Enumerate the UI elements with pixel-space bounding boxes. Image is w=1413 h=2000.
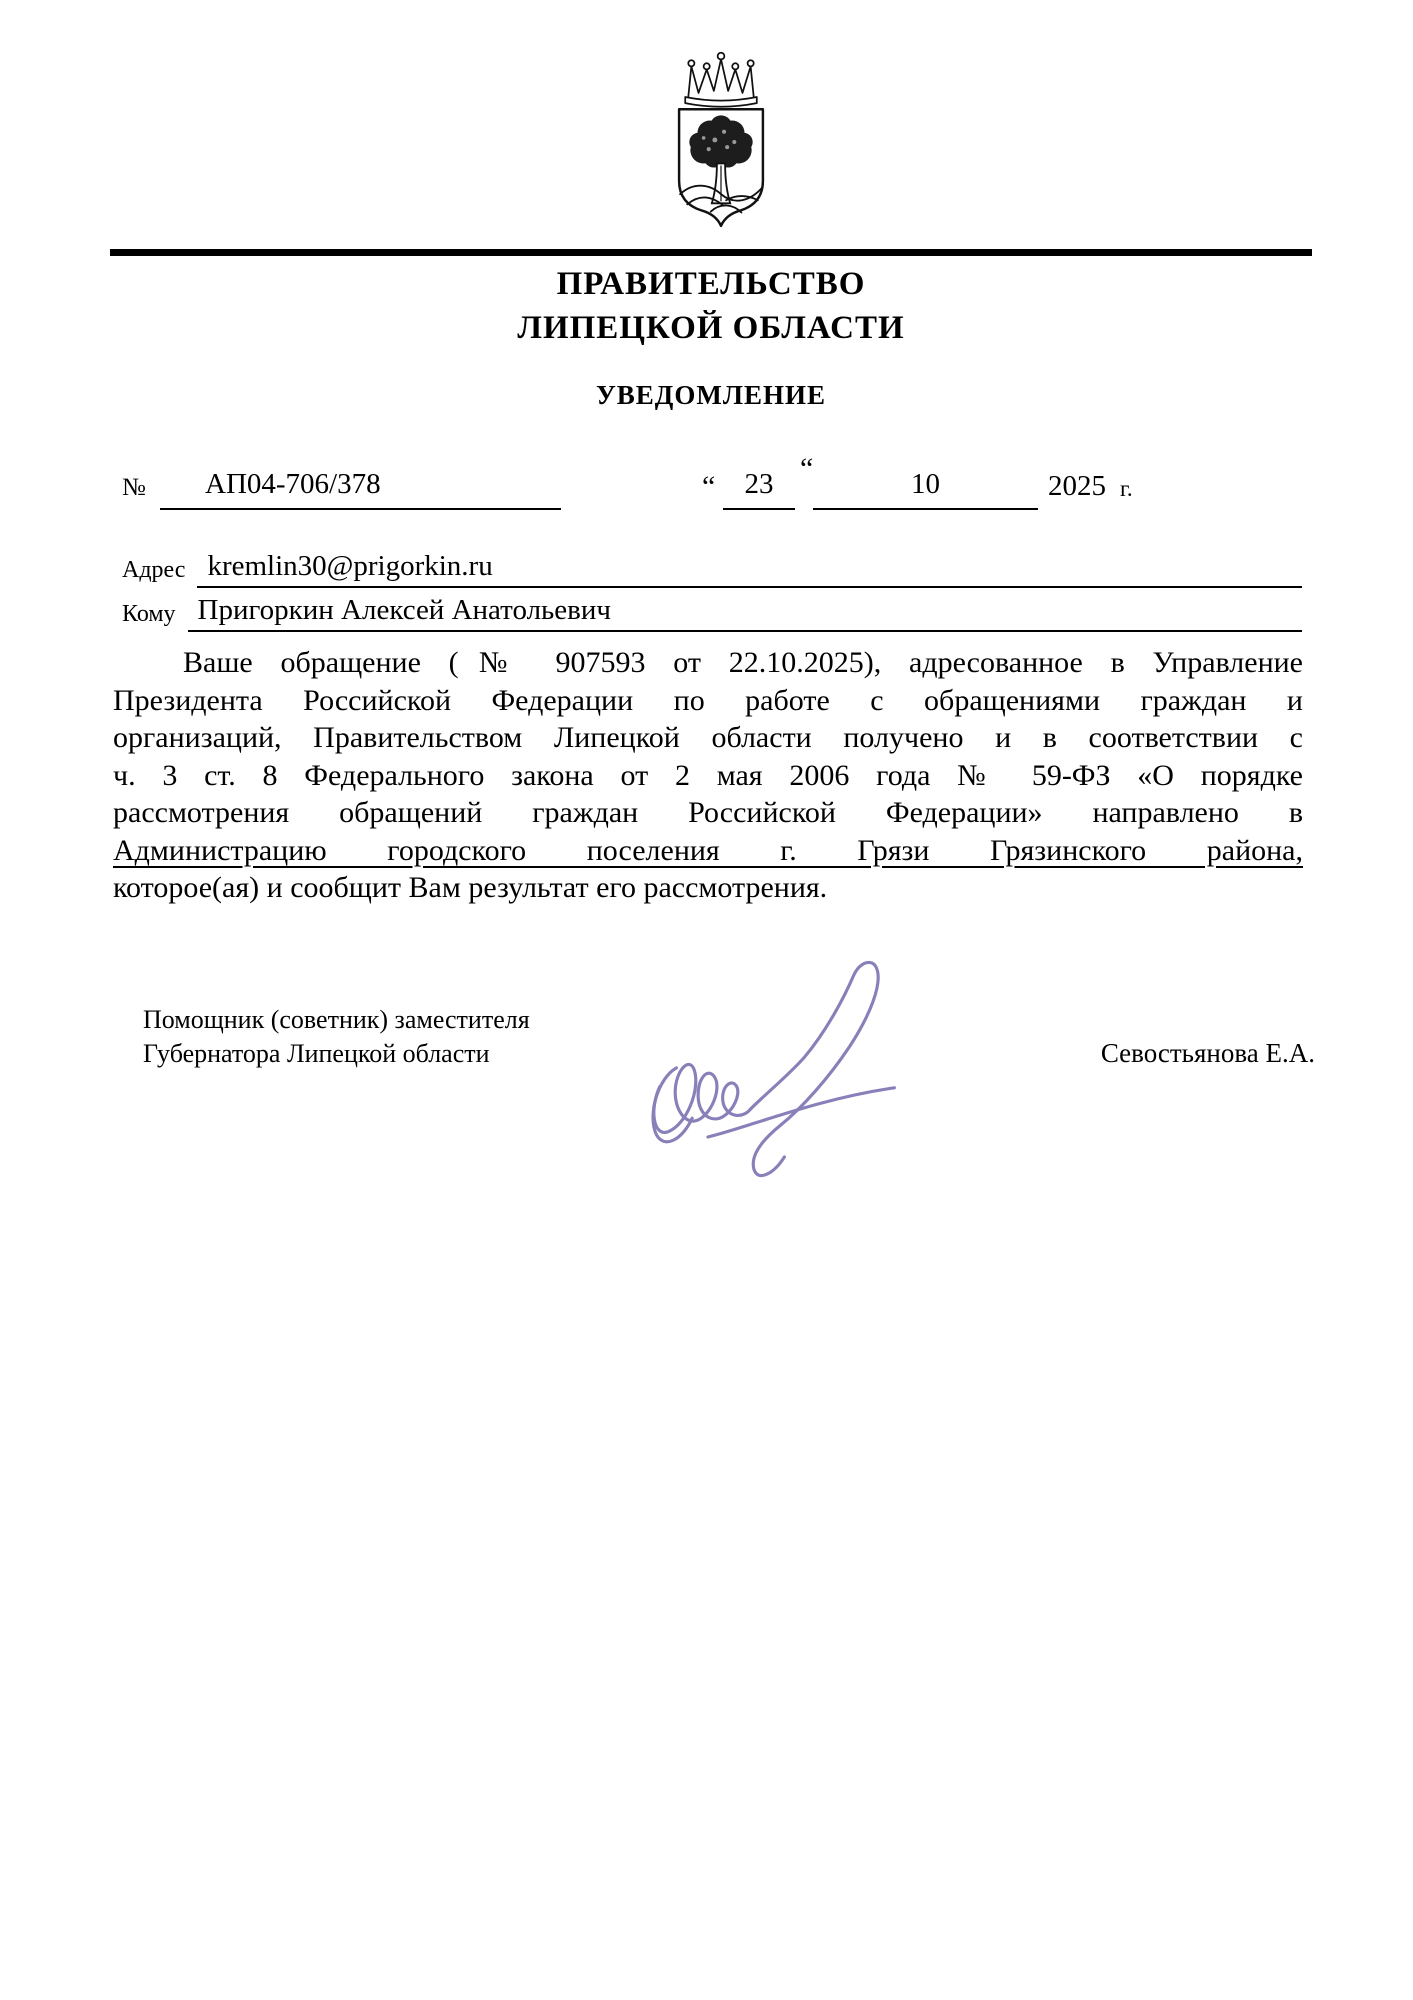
- body-line: Ваше обращение (№ 907593 от 22.10.2025), адресованное в Управление: [183, 646, 1303, 679]
- header-divider: [110, 249, 1312, 256]
- number-date-row: [0, 452, 1413, 514]
- handwritten-signature: [645, 950, 907, 1192]
- year-suffix: г.: [1120, 476, 1133, 501]
- recipient-row: [122, 594, 1302, 632]
- quote-close: “: [800, 452, 814, 485]
- body-line: организаций, Правительством Липецкой области получено и в соответствии с: [113, 721, 1303, 754]
- document-type-title: УВЕДОМЛЕНИЕ: [595, 380, 827, 410]
- body-line-underlined: Администрацию городского поселения г. Грязи Грязинского района,: [113, 833, 1303, 867]
- document-number: АП04-706/378: [160, 468, 561, 510]
- body-line: Президента Российской Федерации по работе с обращениями граждан и: [113, 683, 1303, 717]
- signer-role-line1: Помощник (советник) заместителя: [143, 1005, 530, 1034]
- signer-name: Севостьянова Е.А.: [1100, 1038, 1315, 1068]
- body-line: которое(ая) и сообщит Вам результат его рассмотрения.: [113, 871, 828, 904]
- recipient-label: Кому: [122, 601, 176, 627]
- date-month: 10: [813, 468, 1038, 510]
- body-line: рассмотрения обращений граждан Российской Федерации» направлено в: [113, 796, 1303, 829]
- address-value: kremlin30@prigorkin.ru: [197, 550, 1302, 588]
- date-day: 23: [723, 468, 795, 510]
- address-label: Адрес: [122, 557, 186, 583]
- quote-open: “: [702, 470, 716, 503]
- body-line: ч. 3 ст. 8 Федерального закона от 2 мая 2006 года № 59-ФЗ «О порядке: [113, 758, 1303, 792]
- org-title-line1: ПРАВИТЕЛЬСТВО: [556, 266, 866, 302]
- recipient-value: Пригоркин Алексей Анатольевич: [188, 594, 1302, 632]
- org-title-line2: ЛИПЕЦКОЙ ОБЛАСТИ: [517, 310, 905, 346]
- org-title: [110, 262, 1312, 350]
- number-sign: №: [122, 474, 146, 501]
- signer-role: [143, 1003, 530, 1071]
- signer-role-line2: Губернатора Липецкой области: [143, 1039, 490, 1068]
- address-row: [122, 550, 1302, 588]
- body-paragraph: [113, 644, 1303, 907]
- lipetsk-coat-of-arms-icon: [664, 50, 778, 234]
- date-year: 2025: [1048, 470, 1106, 502]
